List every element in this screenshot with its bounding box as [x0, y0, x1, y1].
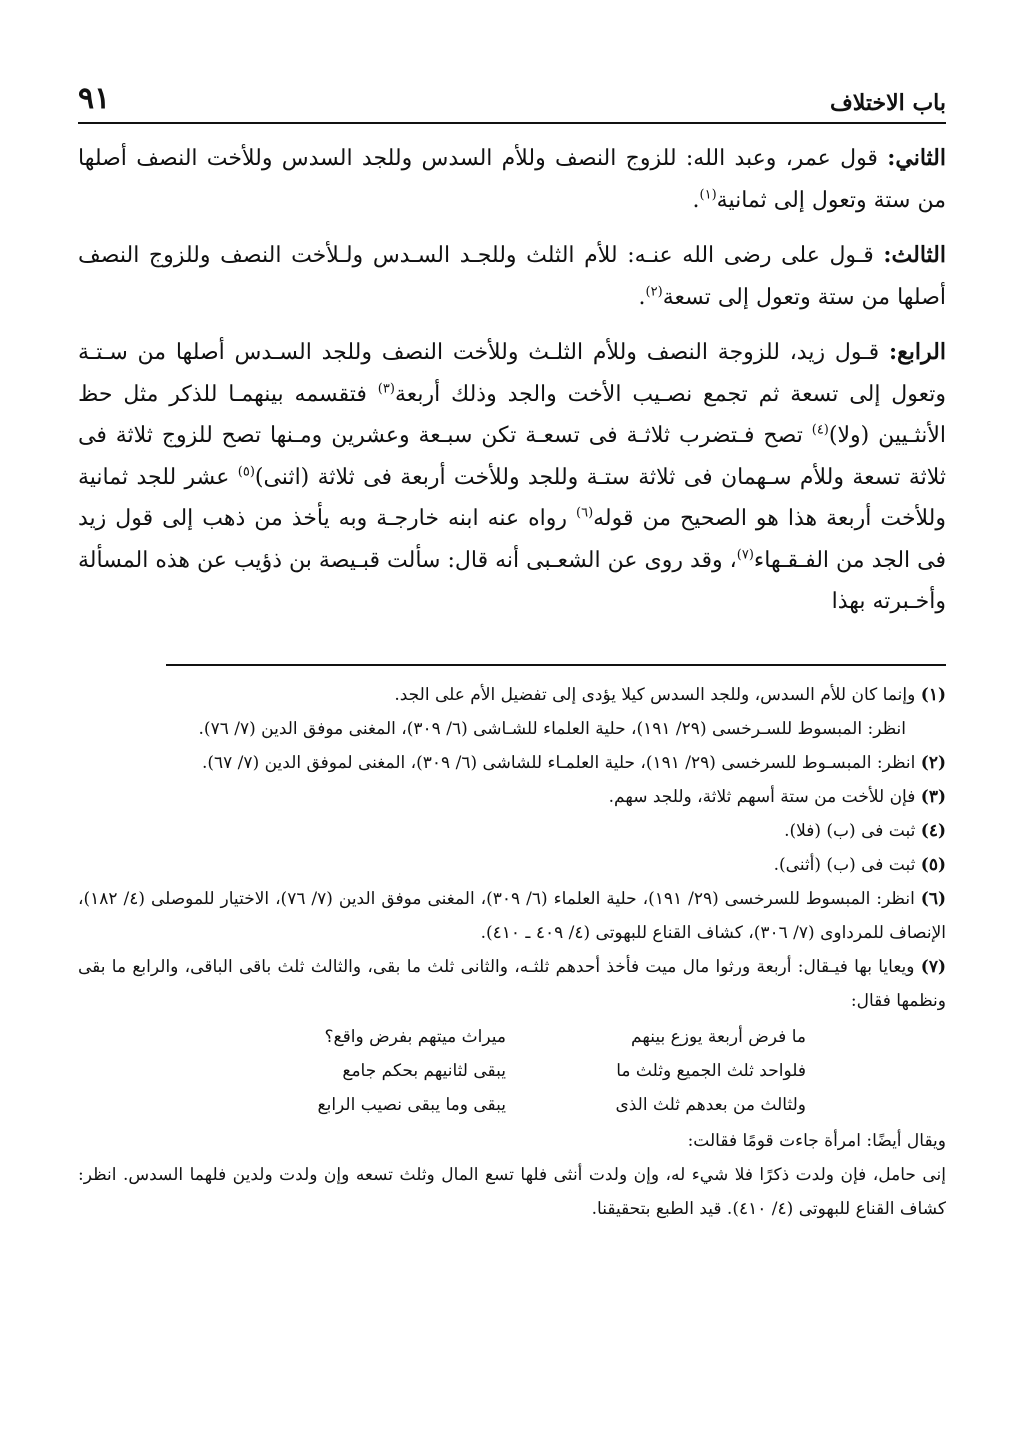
- paragraph-text: فتقسمه بينهمـا للذكر مثل حظ الأنثـيين (ولا): [78, 381, 947, 448]
- footnote-number: (٦): [920, 889, 946, 909]
- footnote-7-riddle: إنى حامل، فإن ولدت ذكرًا فلا شيء له، وإن ولدت أنثى فلها تسع المال وثلث تسعه وإن ولدت ولدين فلهما السدس. انظر: كشاف القناع للبهوتى (٤/ ٤١٠). قيد الطبع بتحقيقنا.: [78, 1165, 946, 1219]
- poem: [78, 1020, 946, 1122]
- paragraph-lead: الثاني:: [887, 145, 946, 171]
- paragraph-second-opinion: [78, 138, 946, 221]
- poem-verse: [78, 1020, 806, 1054]
- footnote-number: (١): [920, 685, 946, 705]
- paragraph-end: .: [692, 187, 700, 213]
- footnote-2: [78, 746, 946, 780]
- footnote-text: فإن للأخت من ستة أسهم ثلاثة، وللجد سهم.: [608, 787, 921, 807]
- footnote-number: (٥): [920, 855, 946, 875]
- paragraph-text: قـول زيد، للزوجة النصف وللأم الثلـث وللأخت النصف وللجد السـدس أصلها من سـتـة وتعول إلى تسعة ثم تجمع نصـيب الأخت والجد وذلك أربعة: [78, 340, 946, 407]
- footnote-1-continuation: انظر: المبسوط للسـرخسى (٢٩/ ١٩١)، حلية العلماء للشـاشى (٦/ ٣٠٩)، المغنى موفق الدين (٧/ ٧٦).: [198, 719, 906, 739]
- poem-first-hemistich: فلواحد ثلث الجميع وثلث ما: [616, 1061, 806, 1081]
- paragraph-text: رواه عنه ابنه خارجـة وبه يأخذ من ذهب إلى قول زيد فى الجد من الفـقـهاء: [78, 506, 946, 573]
- paragraph-lead: الرابع:: [888, 339, 946, 365]
- poem-second-hemistich: ميراث ميتهم بفرض واقع؟: [324, 1027, 506, 1047]
- footnotes: [78, 678, 946, 1226]
- poem-verse: [78, 1054, 806, 1088]
- footnote-ref: (١): [699, 187, 717, 203]
- main-text: [78, 138, 946, 637]
- paragraph-text: قول عمر، وعبد الله: للزوج النصف وللأم السدس وللجد السدس وللأخت النصف أصلها من ستة وتعول إلى ثمانية: [78, 146, 946, 213]
- footnote-number: (٧): [920, 957, 946, 977]
- poem-first-hemistich: ما فرض أربعة يوزع بينهم: [631, 1027, 806, 1047]
- footnote-number: (٤): [920, 821, 946, 841]
- footnote-ref: (٧): [736, 547, 754, 563]
- poem-first-hemistich: ولثالث من بعدهم ثلث الذى: [615, 1095, 806, 1115]
- footnote-text: انظر: المبسـوط للسرخسى (٢٩/ ١٩١)، حلية العلمـاء للشاشى (٦/ ٣٠٩)، المغنى لموفق الدين (٧/ ٦٧).: [201, 753, 921, 773]
- footnote-4: [78, 814, 946, 848]
- paragraph-text: ، وقد روى عن الشعـبى أنه قال: سألت قبـيصة بن ذؤيب عن هذه المسألة وأخـبرته بهذا: [78, 547, 946, 614]
- paragraph-text: قـول على رضى الله عنـه: للأم الثلث وللجـد السـدس ولـلأخت النصف وللزوج النصف أصلها من ستة وتعول إلى تسعة: [78, 243, 946, 310]
- footnote-ref: (٣): [377, 381, 395, 397]
- footnote-5: [78, 848, 946, 882]
- footnote-6: [78, 882, 946, 950]
- paragraph-fourth-opinion: [78, 332, 946, 623]
- footnote-text: وإنما كان للأم السدس، وللجد السدس كيلا يؤدى إلى تفضيل الأم على الجد.: [394, 685, 921, 705]
- footnote-number: (٢): [920, 753, 946, 773]
- footnote-text: ثبت فى (ب) (فلا).: [784, 821, 921, 841]
- poem-verse: [78, 1088, 806, 1122]
- poem-second-hemistich: يبقى لثانيهم بحكم جامع: [342, 1061, 506, 1081]
- footnote-divider: [166, 664, 946, 666]
- footnote-text: انظر: المبسوط للسرخسى (٢٩/ ١٩١)، حلية العلماء (٦/ ٣٠٩)، المغنى موفق الدين (٧/ ٧٦)، الاختيار للموصلى (٤/ ١٨٢)، الإنصاف للمرداوى (٧/ ٣٠٦)، كشاف القناع للبهوتى (٤/ ٤٠٩ ـ ٤١٠).: [78, 889, 946, 943]
- page-number: ٩١: [78, 81, 111, 116]
- footnote-1: [78, 678, 946, 712]
- paragraph-third-opinion: [78, 235, 946, 318]
- footnote-7-riddle-intro: ويقال أيضًا: امرأة جاءت قومًا فقالت:: [687, 1131, 946, 1151]
- footnote-ref: (٤): [811, 422, 829, 438]
- page-header: [78, 76, 946, 124]
- footnote-number: (٣): [920, 787, 946, 807]
- footnote-ref: (٦): [576, 505, 594, 521]
- footnote-ref: (٥): [237, 464, 255, 480]
- footnote-3: [78, 780, 946, 814]
- paragraph-end: .: [638, 284, 646, 310]
- paragraph-lead: الثالث:: [883, 242, 946, 268]
- paragraph-text: تصح فـتضرب ثلاثـة فى تسعـة تكن سبـعة وعشرين ومـنها تصح للزوج ثلاثة فى ثلاثة تسعة وللأم سـهمان فى ثلاثة ستـة وللجد وللأخت أربعة فى ثلاثة (اثنى): [78, 423, 946, 490]
- paragraph-text: عشر للجد ثمانية وللأخت أربعة هذا هو الصحيح من قوله: [78, 464, 946, 531]
- footnote-ref: (٢): [645, 284, 663, 300]
- footnote-7: [78, 950, 946, 1018]
- poem-second-hemistich: يبقى وما يبقى نصيب الرابع: [317, 1095, 506, 1115]
- chapter-title: باب الاختلاف: [829, 90, 946, 116]
- footnote-text: ثبت فى (ب) (أثنى).: [773, 855, 921, 875]
- footnote-text: ويعايا بها فيـقال: أربعة ورثوا مال ميت فأخذ أحدهم ثلثـه، والثانى ثلث ما بقى، والثالث ثلث باقى الباقى، والرابع ما بقى ونظمها فقال:: [78, 957, 946, 1011]
